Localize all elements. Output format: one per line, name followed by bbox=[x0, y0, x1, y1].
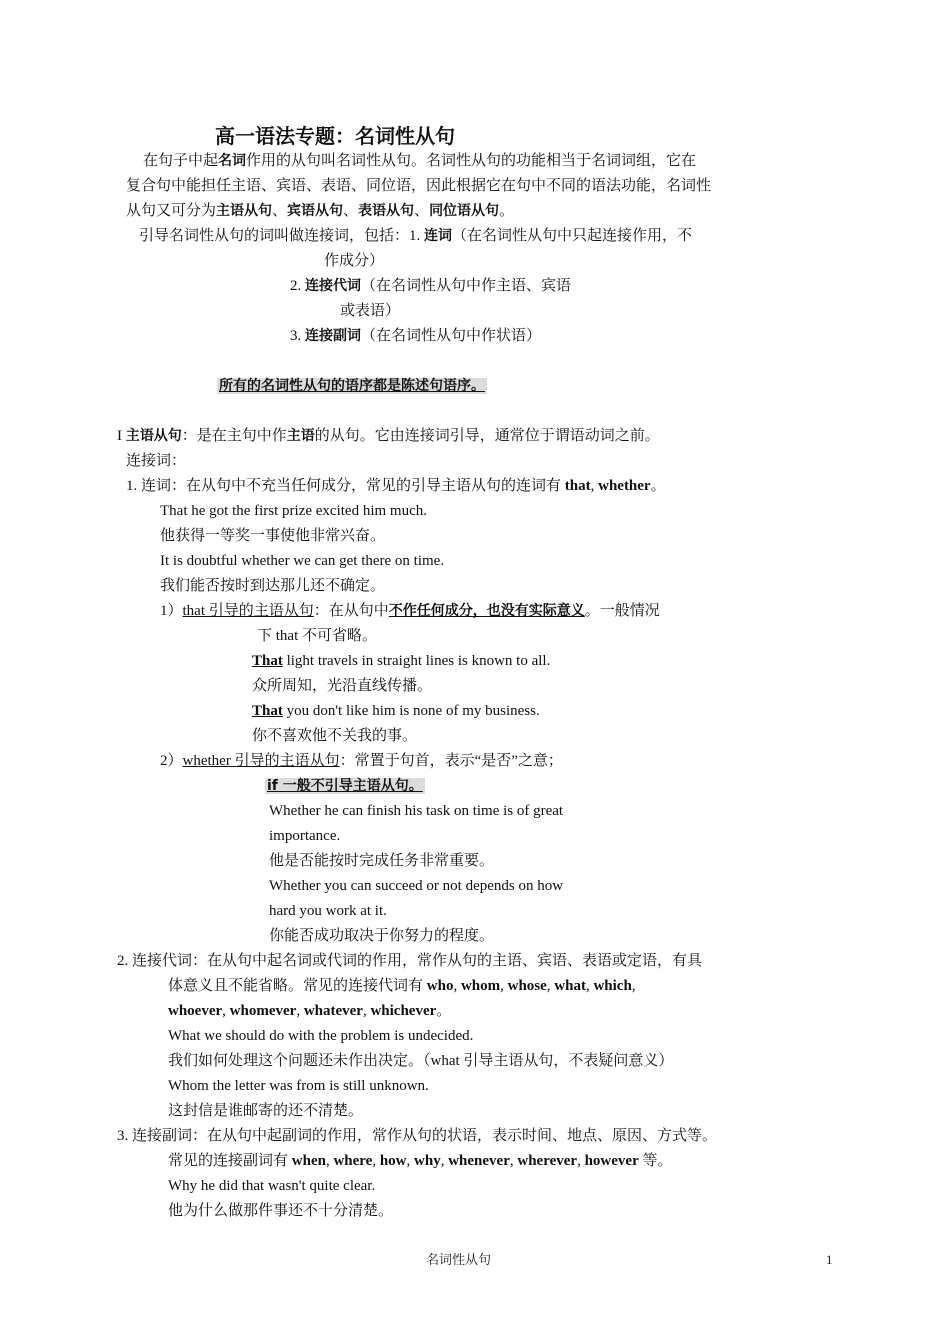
connector-type-conjunction: 连词 bbox=[424, 228, 453, 244]
connector-note: （在名词性从句中作主语、宾语 bbox=[361, 278, 572, 294]
point-text: 常见的连接副词有 bbox=[168, 1153, 292, 1169]
keyword: when bbox=[291, 1153, 326, 1169]
keyword: That bbox=[252, 653, 283, 669]
separator: , bbox=[546, 978, 555, 994]
separator: 。 bbox=[650, 478, 666, 494]
keyword: whenever bbox=[448, 1153, 510, 1169]
intro-line-3 bbox=[126, 201, 514, 221]
example-cn: 我们能否按时到达那儿还不确定。 bbox=[160, 578, 386, 594]
subpoint-text: ：常置于句首，表示“是否”之意； bbox=[339, 753, 563, 769]
example-en: What we should do with the problem is undecided. bbox=[168, 1028, 474, 1044]
intro-line-1 bbox=[143, 151, 696, 171]
section-desc: ：是在主句中作 bbox=[181, 428, 287, 444]
separator: 、 bbox=[414, 203, 430, 219]
example-en: Whether you can succeed or not depends on how bbox=[269, 878, 564, 894]
page-number: 1 bbox=[826, 1252, 833, 1267]
keyword: whom bbox=[460, 978, 501, 994]
example-en bbox=[252, 651, 550, 671]
example-text: you don't like him is none of my business. bbox=[282, 703, 540, 719]
connectors-line-2b: 或表语） bbox=[340, 303, 401, 319]
connectors-line-1b: 作成分） bbox=[324, 253, 385, 269]
subpoint-text: ：在从句中 bbox=[313, 603, 389, 619]
section-title: 主语从句 bbox=[125, 428, 182, 444]
connectors-line-2 bbox=[290, 276, 571, 296]
keyword: however bbox=[584, 1153, 639, 1169]
footer-title: 名词性从句 bbox=[426, 1252, 492, 1267]
section-numeral: I bbox=[117, 428, 126, 444]
connector-note: （在名词性从句中只起连接作用，不 bbox=[452, 228, 693, 244]
intro-text: 在句子中起 bbox=[143, 153, 219, 169]
subpoint-1-cont: 下 that 不可省略。 bbox=[257, 628, 377, 644]
intro-text: 作用的从句叫名词性从句。名词性从句的功能相当于名词词组，它在 bbox=[246, 153, 697, 169]
intro-text: 从句又可分为 bbox=[126, 203, 217, 219]
example-en: Whether he can finish his task on time is of great bbox=[269, 803, 564, 819]
separator: , bbox=[440, 1153, 449, 1169]
keyword: whether bbox=[598, 478, 651, 494]
keyword: why bbox=[414, 1153, 441, 1169]
separator: , bbox=[325, 1153, 334, 1169]
clause-type-predicative: 表语从句 bbox=[358, 203, 415, 219]
example-en: Why he did that wasn't quite clear. bbox=[168, 1178, 376, 1194]
example-cn: 他获得一等奖一事使他非常兴奋。 bbox=[160, 528, 386, 544]
separator: , bbox=[362, 1003, 371, 1019]
separator: 。 bbox=[436, 1003, 452, 1019]
separator: 等。 bbox=[638, 1153, 673, 1169]
connectors-line-3 bbox=[290, 326, 541, 346]
point-text: 体意义且不能省略。常见的连接代词有 bbox=[168, 978, 427, 994]
separator: , bbox=[296, 1003, 304, 1019]
example-en: hard you work at it. bbox=[269, 903, 387, 919]
example-text: light travels in straight lines is known to all. bbox=[282, 653, 551, 669]
example-cn: 你不喜欢他不关我的事。 bbox=[252, 728, 418, 744]
page-title: 高一语法专题：名词性从句 bbox=[215, 124, 455, 148]
subpoint-1 bbox=[160, 601, 660, 621]
example-en: Whom the letter was from is still unknown. bbox=[168, 1078, 429, 1094]
point-2-cont-2 bbox=[168, 1001, 451, 1021]
list-number: 2. bbox=[290, 278, 305, 294]
subpoint-title: whether 引导的主语从句 bbox=[182, 753, 340, 769]
keyword: That bbox=[252, 703, 283, 719]
subpoint-2 bbox=[160, 751, 563, 771]
point-text: 1. 连词：在从句中不充当任何成分，常见的引导主语从句的连词有 bbox=[126, 478, 565, 494]
subpoint-title: that 引导的主语从句 bbox=[182, 603, 314, 619]
separator: , bbox=[500, 978, 508, 994]
clause-type-object: 宾语从句 bbox=[287, 203, 344, 219]
separator: , bbox=[585, 978, 594, 994]
example-en: importance. bbox=[269, 828, 341, 844]
separator: , bbox=[222, 1003, 230, 1019]
keyword: what bbox=[554, 978, 586, 994]
point-2: 2. 连接代词：在从句中起名词或代词的作用，常作从句的主语、宾语、表语或定语，有具 bbox=[117, 953, 703, 969]
keyword: whose bbox=[507, 978, 547, 994]
section-1-heading bbox=[117, 426, 660, 446]
example-cn: 我们如何处理这个问题还未作出决定。（what 引导主语从句，不表疑问意义） bbox=[168, 1053, 674, 1069]
subpoint-text: 。一般情况 bbox=[584, 603, 660, 619]
point-3: 3. 连接副词：在从句中起副词的作用，常作从句的状语，表示时间、地点、原因、方式等。 bbox=[117, 1128, 718, 1144]
connector-type-pronoun: 连接代词 bbox=[305, 278, 361, 294]
keyword: whichever bbox=[370, 1003, 437, 1019]
connector-note: （在名词性从句中作状语） bbox=[361, 328, 542, 344]
word-order-note bbox=[217, 376, 487, 396]
separator: , bbox=[590, 478, 599, 494]
highlighted-note: 所有的名词性从句的语序都是陈述句语序。 bbox=[219, 378, 485, 394]
keyword: who bbox=[426, 978, 454, 994]
clause-type-appositive: 同位语从句 bbox=[429, 203, 500, 219]
keyword: which bbox=[593, 978, 632, 994]
keyword: wherever bbox=[517, 1153, 578, 1169]
separator: , bbox=[577, 1153, 585, 1169]
point-3-cont bbox=[168, 1151, 673, 1171]
connector-type-adverb: 连接副词 bbox=[305, 328, 361, 344]
separator: 、 bbox=[343, 203, 359, 219]
example-cn: 这封信是谁邮寄的还不清楚。 bbox=[168, 1103, 364, 1119]
section-term: 主语 bbox=[286, 428, 315, 444]
point-1 bbox=[126, 476, 666, 496]
example-en bbox=[252, 701, 540, 721]
keyword: how bbox=[379, 1153, 407, 1169]
example-en: It is doubtful whether we can get there on time. bbox=[160, 553, 445, 569]
separator: 。 bbox=[499, 203, 515, 219]
intro-bold-term: 名词 bbox=[218, 153, 247, 169]
keyword: whatever bbox=[303, 1003, 363, 1019]
if-note bbox=[265, 776, 425, 796]
keyword: whomever bbox=[229, 1003, 297, 1019]
example-en: That he got the first prize excited him much. bbox=[160, 503, 427, 519]
separator: , bbox=[509, 1153, 518, 1169]
separator: , bbox=[631, 978, 636, 994]
subpoint-emphasis: 不作任何成分，也没有实际意义 bbox=[388, 603, 585, 619]
example-cn: 他是否能按时完成任务非常重要。 bbox=[269, 853, 495, 869]
clause-type-subject: 主语从句 bbox=[216, 203, 273, 219]
connectors-lead: 引导名词性从句的词叫做连接词，包括：1. bbox=[139, 228, 425, 244]
connectors-label: 连接词： bbox=[126, 453, 187, 469]
separator: , bbox=[453, 978, 461, 994]
section-desc: 的从句。它由连接词引导，通常位于谓语动词之前。 bbox=[314, 428, 660, 444]
keyword: whoever bbox=[168, 1003, 223, 1019]
intro-line-2: 复合句中能担任主语、宾语、表语、同位语，因此根据它在句中不同的语法功能，名词性 bbox=[126, 178, 712, 194]
point-2-cont bbox=[168, 976, 636, 996]
separator: , bbox=[372, 1153, 380, 1169]
separator: , bbox=[406, 1153, 415, 1169]
subpoint-number: 2） bbox=[160, 753, 183, 769]
keyword: where bbox=[333, 1153, 373, 1169]
highlighted-note: if 一般不引导主语从句。 bbox=[267, 778, 423, 794]
example-cn: 众所周知，光沿直线传播。 bbox=[252, 678, 433, 694]
example-cn: 他为什么做那件事还不十分清楚。 bbox=[168, 1203, 394, 1219]
example-cn: 你能否成功取决于你努力的程度。 bbox=[269, 928, 495, 944]
connectors-line-1 bbox=[139, 226, 692, 246]
list-number: 3. bbox=[290, 328, 305, 344]
separator: 、 bbox=[272, 203, 288, 219]
subpoint-number: 1） bbox=[160, 603, 183, 619]
keyword: that bbox=[564, 478, 591, 494]
